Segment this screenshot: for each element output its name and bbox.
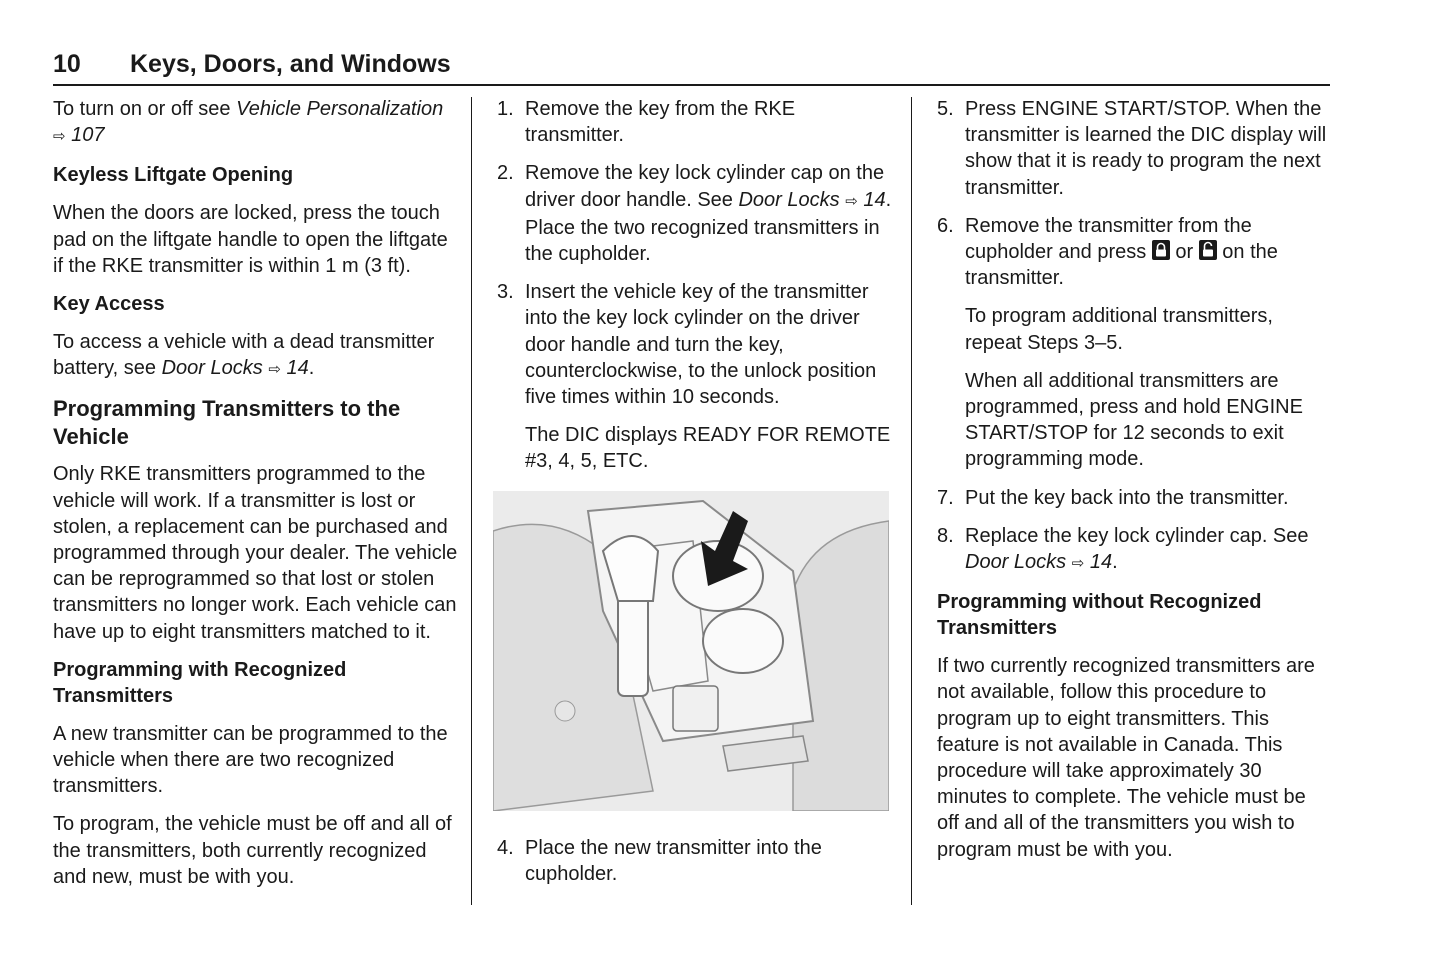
page-header: [53, 48, 1330, 86]
paragraph-key-access: To access a vehicle with a dead transmitter battery, see Door Locks ⇨ 14.: [53, 331, 435, 380]
step-3: 3. Insert the vehicle key of the transmitter into the key lock cylinder on the driver door handle and turn the key, counterclockwise, to the unlock position five times within 10 seconds.: [497, 281, 877, 409]
step-7: 7. Put the key back into the transmitter.: [937, 486, 1289, 509]
page-number: 10: [53, 50, 81, 78]
reference-arrow-icon: ⇨: [53, 128, 66, 146]
step-6: 6. Remove the transmitter from the cupholder and press or on the transmitter.: [937, 214, 1278, 290]
door-locks-link[interactable]: Door Locks: [965, 551, 1067, 574]
column-3: [937, 96, 1332, 875]
column-divider-2: [911, 97, 912, 905]
paragraph-keyless-liftgate: When the doors are locked, press the touch pad on the liftgate handle to open the liftgate if the RKE transmitter is within 1 m (3 ft).: [53, 202, 448, 277]
step-3-note: The DIC displays READY FOR REMOTE #3, 4, 5, ETC.: [525, 424, 891, 473]
step-6-note-1: To program additional transmitters, repeat Steps 3–5.: [965, 305, 1273, 354]
paragraph-without-recognized: If two currently recognized transmitters are not available, follow this procedure to program up to eight transmitters. This feature is not available in Canada. This procedure will take approximately 30 minutes to complete. The vehicle must be off and all of the transmitters you wish to program must be with you.: [937, 655, 1315, 861]
step-6-note-2: When all additional transmitters are programmed, press and hold ENGINE START/STOP for 12 seconds to exit programming mode.: [965, 369, 1303, 471]
column-2: [497, 96, 892, 899]
paragraph-with-recognized-1: A new transmitter can be programmed to the vehicle when there are two recognized transmitters.: [53, 722, 448, 798]
vehicle-personalization-link[interactable]: Vehicle Personalization: [236, 98, 444, 120]
step-2: 2. Remove the key lock cylinder cap on the driver door handle. See Door Locks ⇨ 14. Place the two recognized transmitters in the cupholder.: [497, 162, 892, 266]
door-locks-link[interactable]: Door Locks: [161, 357, 263, 380]
column-divider-1: [471, 97, 472, 905]
step-8: 8. Replace the key lock cylinder cap. See Door Locks ⇨ 14.: [937, 524, 1309, 574]
page-ref[interactable]: 14: [863, 188, 886, 211]
reference-arrow-icon: ⇨: [1071, 555, 1085, 573]
heading-without-recognized: Programming without Recognized Transmitters: [937, 591, 1262, 640]
heading-with-recognized: Programming with Recognized Transmitters: [53, 658, 347, 707]
reference-arrow-icon: ⇨: [845, 192, 858, 210]
paragraph-with-recognized-2: To program, the vehicle must be off and all of the transmitters, both currently recognized and new, must be with you.: [53, 813, 452, 888]
heading-keyless-liftgate: Keyless Liftgate Opening: [53, 164, 294, 187]
column-1: [53, 96, 458, 902]
cupholder-illustration: [493, 491, 889, 811]
paragraph-programming: Only RKE transmitters programmed to the vehicle will work. If a transmitter is lost or stolen, a replacement can be purchased and programmed through your dealer. The vehicle can be reprogrammed so that lost or stolen transmitters no longer work. Each vehicle can have up to eight transmitters matched to it.: [53, 463, 458, 643]
step-5: 5. Press ENGINE START/STOP. When the transmitter is learned the DIC display will show that it is ready to program the next transmitter.: [937, 98, 1327, 199]
page-ref[interactable]: 14: [286, 357, 309, 380]
heading-key-access: Key Access: [53, 293, 165, 316]
door-locks-link[interactable]: Door Locks: [738, 188, 840, 211]
page-ref[interactable]: 14: [1089, 551, 1113, 574]
heading-programming-transmitters: Programming Transmitters to the Vehicle: [53, 396, 401, 450]
console-drawing: [493, 491, 889, 811]
page-ref[interactable]: 107: [71, 124, 105, 147]
lock-icon: [1152, 240, 1170, 260]
step-1: 1. Remove the key from the RKE transmitter.: [497, 98, 796, 147]
unlock-icon: [1199, 240, 1217, 260]
reference-arrow-icon: ⇨: [268, 361, 281, 379]
intro-paragraph: To turn on or off see Vehicle Personalization ⇨ 107: [53, 98, 444, 147]
section-title: Keys, Doors, and Windows: [130, 50, 451, 78]
step-4: 4. Place the new transmitter into the cupholder.: [497, 836, 822, 885]
